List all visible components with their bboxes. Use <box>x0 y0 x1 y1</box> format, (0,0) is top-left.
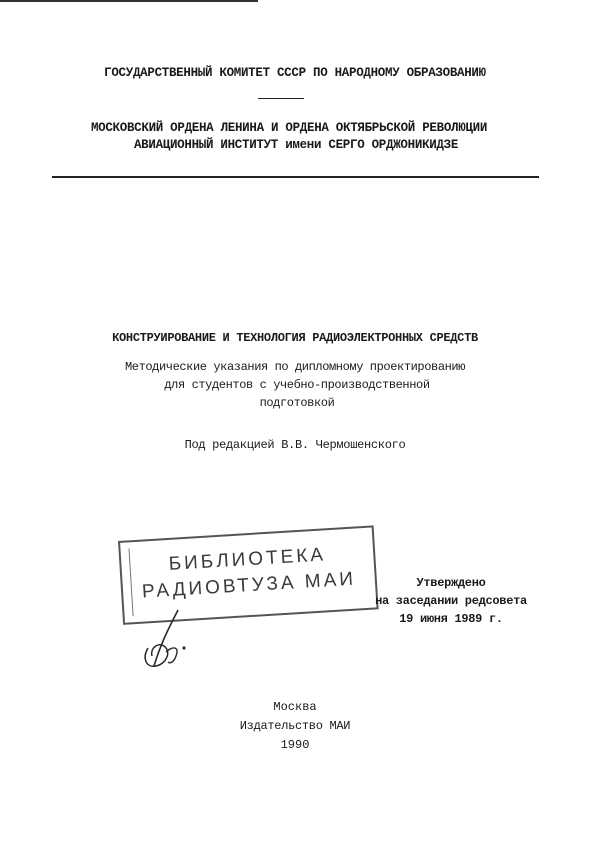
document-subtitle-line3: подготовкой <box>259 396 335 410</box>
document-subtitle-line1: Методические указания по дипломному проектированию <box>124 360 466 374</box>
handwritten-signature <box>140 606 200 676</box>
header-divider <box>52 176 539 178</box>
document-subtitle-line2: для студентов с учебно-производственной <box>164 378 430 392</box>
editor-credit: Под редакцией В.В. Чермошенского <box>184 438 406 452</box>
ministry-heading: ГОСУДАРСТВЕННЫЙ КОМИТЕТ СССР ПО НАРОДНОМУ ОБРАЗОВАНИЮ <box>104 66 486 80</box>
imprint-publisher: Издательство МАИ <box>239 719 351 733</box>
approval-line2: на заседании редсовета <box>375 594 527 608</box>
library-stamp-line1: БИБЛИОТЕКА <box>168 544 327 575</box>
imprint-city: Москва <box>273 700 317 714</box>
imprint-year: 1990 <box>280 738 310 752</box>
library-stamp-line2: РАДИОВТУЗА МАИ <box>141 568 357 603</box>
approval-date: 19 июня 1989 г. <box>399 612 503 626</box>
institute-heading-line1: МОСКОВСКИЙ ОРДЕНА ЛЕНИНА И ОРДЕНА ОКТЯБРЬСКОЙ РЕВОЛЮЦИИ <box>90 121 488 135</box>
scan-edge-mark <box>0 0 258 2</box>
short-divider <box>258 98 304 99</box>
institute-heading-line2: АВИАЦИОННЫЙ ИНСТИТУТ имени СЕРГО ОРДЖОНИКИДЗЕ <box>133 138 459 152</box>
document-title: КОНСТРУИРОВАНИЕ И ТЕХНОЛОГИЯ РАДИОЭЛЕКТРОННЫХ СРЕДСТВ <box>112 331 478 345</box>
approval-line1: Утверждено <box>416 576 486 590</box>
